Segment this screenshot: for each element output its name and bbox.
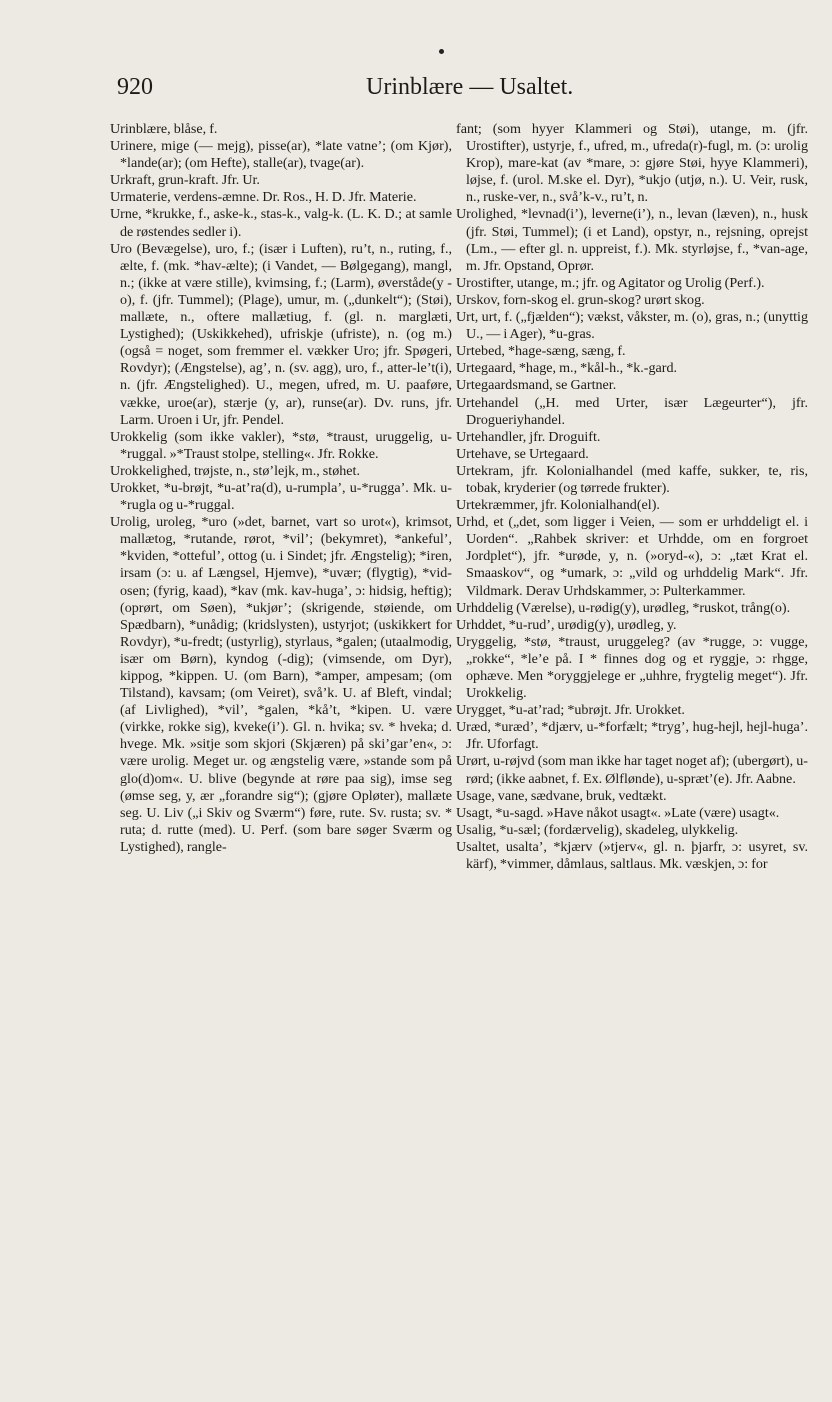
entry: Urolig, uroleg, *uro (»det, barnet, vart so urot«), krimsot, mallætog, *rutande, rørot, *vil’; (bekymret), *ankeful’, *kviden, *otteful’, ottog (u. i Sindet; jfr. Ængstelig); *iren, irsam (ɔ: u. af Længsel, Hjemve), *uvær; (flygtig), *vid-osen; (fyrig, kaad), *kav (mk. kav-huga’, ɔ: hidsig, heftig); (oprørt, om Søen), *ukjør’; (skrigende, støiende, om Spædbarn), *unådig; (kridslysten), ustyrjot; (uskikkert for Rovdyr), *u-fredt; (ustyrlig), styrlaus, *galen; (utaalmodig, især om Børn), kyndog (-dig); (vimsende, om Dyr), kippog, *kippen. U. (om Barn), *amper, ampesam; (om Tilstand), kavsam; (om Veiret), svå’k. U. af Bleft, vindal; (af Livlighed), *vil’, *galen, *kå’t, *kipen. U. være (virkke, rokke sig), kveke(i’). Gl. n. hvika; sv. * hveka; d. hvege. Mk. »sitje som skjori (Skjæren) på ski’gar’en«, ɔ: være urolig. Meget ur. og ængstelig være, »stande som på glo(d)om«. U. blive (begynde at røre paa sig), imse seg (ømse seg, y, ær „forandre sig“); (gjøre Opløter), mallæte seg. U. Liv („i Skiv og Sværm“) føre, rute. Sv. rusta; sv. * ruta; d. rutte (med). U. Perf. (som bare søger Sværm og Lystighed), rangle- [110, 514, 452, 855]
entry: Usagt, *u-sagd. »Have nåkot usagt«. »Late (være) usagt«. [456, 804, 780, 821]
right-column [456, 121, 808, 1281]
entry: Urmaterie, verdens-æmne. Dr. Ros., H. D. Jfr. Materie. [110, 189, 417, 206]
entry: Urtebed, *hage-sæng, sæng, f. [456, 343, 626, 360]
entry: Urkraft, grun-kraft. Jfr. Ur. [110, 172, 260, 189]
entry: Urtekræmmer, jfr. Kolonialhand(el). [456, 497, 660, 514]
entry: Uræd, *uræd’, *djærv, u-*forfælt; *tryg’, hug-hejl, hejl-huga’. Jfr. Uforfagt. [456, 719, 808, 753]
entry: Urygget, *u-at’rad; *ubrøjt. Jfr. Urokket. [456, 702, 685, 719]
entry: Urolighed, *levnad(i’), leverne(i’), n., levan (læven), n., husk (jfr. Støi, Tummel); (i et Land), opstyr, n., rejsning, oprejst (Lm., — efter gl. n. uppreist, f.). Mk. styrløjse, f., *van-age, m. Jfr. Opstand, Oprør. [456, 206, 808, 274]
entry: Urokkelig (som ikke vakler), *stø, *traust, uruggelig, u-*ruggal. »*Traust stolpe, stelling«. Jfr. Rokke. [110, 428, 452, 462]
entry: Usage, vane, sædvane, bruk, vedtækt. [456, 787, 667, 804]
ink-dot [439, 49, 444, 54]
entry: Urinere, mige (— mejg), pisse(ar), *late vatne’; (om Kjør), *lande(ar); (om Hefte), stalle(ar), tvage(ar). [110, 138, 452, 172]
entry: Urt, urt, f. („fjælden“); vækst, våkster, m. (o), gras, n.; (unyttig U., — i Ager), *u-gras. [456, 309, 808, 343]
entry: Urne, *krukke, f., aske-k., stas-k., valg-k. (L. K. D.; at samle de røstendes sedler i). [110, 206, 452, 240]
entry: Urostifter, utange, m.; jfr. og Agitator og Urolig (Perf.). [456, 274, 765, 291]
entry: Urhddelig (Værelse), u-rødig(y), urødleg, *ruskot, trång(o). [456, 599, 791, 616]
entry: Uro (Bevægelse), uro, f.; (især i Luften), ru’t, n., ruting, f., ælte, f. (mk. *hav-ælte); (i Vandet, — Bølgegang), mangl, n.; (ikke at være stille), kvimsing, f.; (Larm), øverståde(y - o), f. (jfr. Tummel); (Plage), umur, m. („dunkelt“); (Støi), mallæte, n., oftere mallætiug, f. (gl. n. marglæti, Lystighed); (Uskikkehed), ufriskje (ufriste), n. (og m.) (også = noget, som fremmer el. vækker Uro; jfr. Spøgeri, Rovdyr); (Ængstelse), ag’, n. (sv. agg), uro, f., atter-le’t(i), n. (jfr. Ængstelighed). U., megen, ufred, m. U. paaføre, vække, uroe(ar), stærje (y, ar), runse(ar). Dv. runs, jfr. Larm. Uroen i Ur, jfr. Pendel. [110, 240, 452, 428]
entry: Urtehandler, jfr. Droguift. [456, 428, 601, 445]
entry: Urtehandel („H. med Urter, især Lægeurter“), jfr. Drogueriyhandel. [456, 394, 808, 428]
entry: Urtekram, jfr. Kolonialhandel (med kaffe, sukker, te, ris, tobak, kryderier (og tørrede frukter). [456, 462, 808, 496]
page-number: 920 [117, 74, 153, 100]
entry: Urørt, u-røjvd (som man ikke har taget noget af); (ubergørt), u-rørd; (ikke aabnet, f. Ex. Ølflønde), u-spræt’(e). Jfr. Aabne. [456, 753, 808, 787]
entry: Usalig, *u-sæl; (fordærvelig), skadeleg, ulykkelig. [456, 821, 739, 838]
entry: Urhd, et („det, som ligger i Veien, — som er urhddeligt el. i Uorden“. „Rahbek skriver: et Urhdde, om en forgroet Jordplet“), jfr. *urøde, y, n. (»oryd-«), ɔ: „tæt Krat el. Smaaskov“, og *umark, ɔ: „vild og urhddelig Mark“. Jfr. Vildmark. Derav Urhdskammer, ɔ: Pulterkammer. [456, 514, 808, 599]
entry: Urokket, *u-brøjt, *u-at’ra(d), u-rumpla’, u-*rugga’. Mk. u-*rugla og u-*ruggal. [110, 479, 452, 514]
entry: Urtegaardsmand, se Gartner. [456, 377, 617, 394]
entry: Uryggelig, *stø, *traust, uruggeleg? (av *rugge, ɔ: vugge, „rokke“, *le’e på. I * finnes dog og et ryggje, ɔ: rhgge, ophæve. Men *oryggjelege er „uhhre, frygtelig meget“). Jfr. Urokkelig. [456, 633, 808, 702]
entry: fant; (som hyyer Klammeri og Støi), utange, m. (jfr. Urostifter), ustyrje, f., ufred, m., ufreda(r)-fugl, m. (ɔ: urolig Krop), mare-kat (av *mare, ɔ: gjøre Støi, hyye Klammeri), løjse, f. (urol. M.ske el. Dyr), *ukjo (utjø, n.). U. Veir, rusk, n., ruske-ver, n., svå’k-v., ru’t, n. [456, 121, 808, 206]
entry: Urinblære, blåse, f. [110, 121, 218, 137]
entry: Urhddet, *u-rud’, urødig(y), urødleg, y. [456, 616, 677, 633]
entry: Usaltet, usalta’, *kjærv (»tjerv«, gl. n. þjarfr, ɔ: usyret, sv. kärf), *vimmer, dåmlaus, saltlaus. Mk. væskjen, ɔ: for [456, 838, 808, 873]
entry: Urtegaard, *hage, m., *kål-h., *k.-gard. [456, 360, 678, 377]
entry: Urskov, forn-skog el. grun-skog? urørt skog. [456, 291, 705, 308]
entry: Urokkelighed, trøjste, n., stø’lejk, m., støhet. [110, 462, 360, 479]
running-head: Urinblære — Usaltet. [366, 74, 574, 100]
entry: Urtehave, se Urtegaard. [456, 445, 589, 462]
left-column [110, 121, 452, 1281]
